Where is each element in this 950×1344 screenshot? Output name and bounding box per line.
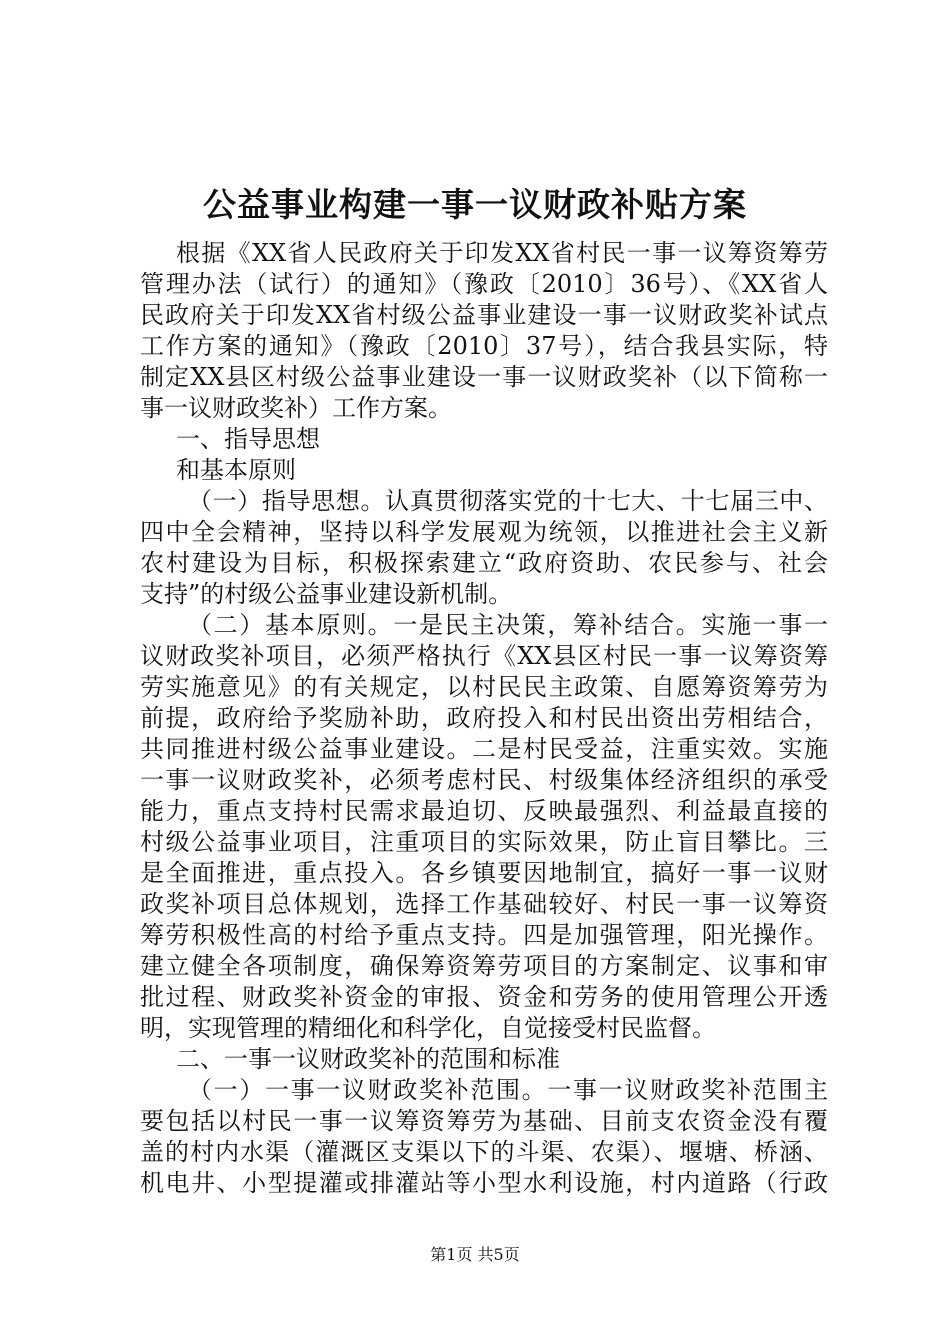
text-line: 共同推进村级公益事业建设。二是村民受益，注重实效。实施 bbox=[140, 735, 828, 763]
text-line: 管理办法（试行）的通知》（豫政〔2010〕36号）、《XX省人 bbox=[140, 270, 828, 298]
text-line: 盖的村内水渠（灌溉区支渠以下的斗渠、农渠）、堰塘、桥涵、 bbox=[140, 1138, 828, 1166]
document-title: 公益事业构建一事一议财政补贴方案 bbox=[203, 185, 747, 224]
text-line: 根据《XX省人民政府关于印发XX省村民一事一议筹资筹劳 bbox=[176, 239, 828, 267]
text-line: 村级公益事业项目，注重项目的实际效果，防止盲目攀比。三 bbox=[140, 828, 828, 856]
text-line: 筹劳积极性高的村给予重点支持。四是加强管理，阳光操作。 bbox=[140, 921, 828, 949]
text-line: 四中全会精神，坚持以科学发展观为统领，以推进社会主义新 bbox=[140, 518, 828, 546]
text-line: 劳实施意见》的有关规定，以村民民主政策、自愿筹资筹劳为 bbox=[140, 673, 828, 701]
text-line: 要包括以村民一事一议筹资筹劳为基础、目前支农资金没有覆 bbox=[140, 1107, 828, 1135]
section-heading: 和基本原则 bbox=[176, 456, 296, 484]
page-footer: 第1页 共5页 bbox=[430, 1245, 520, 1264]
text-line: 政奖补项目总体规划，选择工作基础较好、村民一事一议筹资 bbox=[140, 890, 828, 918]
section-heading: 一、指导思想 bbox=[176, 425, 320, 453]
text-line: （一）一事一议财政奖补范围。一事一议财政奖补范围主 bbox=[188, 1076, 828, 1104]
text-line: 批过程、财政奖补资金的审报、资金和劳务的使用管理公开透 bbox=[140, 983, 828, 1011]
text-line: 建立健全各项制度，确保筹资筹劳项目的方案制定、议事和审 bbox=[140, 952, 828, 980]
text-line: 一事一议财政奖补，必须考虑村民、村级集体经济组织的承受 bbox=[140, 766, 828, 794]
text-line: 支持”的村级公益事业建设新机制。 bbox=[140, 580, 513, 608]
text-line: 制定XX县区村级公益事业建设一事一议财政奖补（以下简称一 bbox=[140, 363, 828, 391]
text-line: 民政府关于印发XX省村级公益事业建设一事一议财政奖补试点 bbox=[140, 301, 828, 329]
text-line: 明，实现管理的精细化和科学化，自觉接受村民监督。 bbox=[140, 1014, 716, 1042]
text-line: （二）基本原则。一是民主决策，筹补结合。实施一事一 bbox=[188, 611, 828, 639]
text-line: 农村建设为目标，积极探索建立“政府资助、农民参与、社会 bbox=[140, 549, 828, 577]
text-line: 议财政奖补项目，必须严格执行《XX县区村民一事一议筹资筹 bbox=[140, 642, 828, 670]
text-line: 事一议财政奖补）工作方案。 bbox=[140, 394, 452, 422]
text-line: 工作方案的通知》（豫政〔2010〕37号），结合我县实际，特 bbox=[140, 332, 828, 360]
text-line: 前提，政府给予奖励补助，政府投入和村民出资出劳相结合， bbox=[140, 704, 828, 732]
text-line: 是全面推进，重点投入。各乡镇要因地制宜，搞好一事一议财 bbox=[140, 859, 828, 887]
text-line: 能力，重点支持村民需求最迫切、反映最强烈、利益最直接的 bbox=[140, 797, 828, 825]
text-line: 机电井、小型提灌或排灌站等小型水利设施，村内道路（行政 bbox=[140, 1169, 828, 1197]
section-heading: 二、一事一议财政奖补的范围和标准 bbox=[176, 1045, 560, 1073]
text-line: （一）指导思想。认真贯彻落实党的十七大、十七届三中、 bbox=[188, 487, 828, 515]
document-body bbox=[140, 238, 828, 1199]
